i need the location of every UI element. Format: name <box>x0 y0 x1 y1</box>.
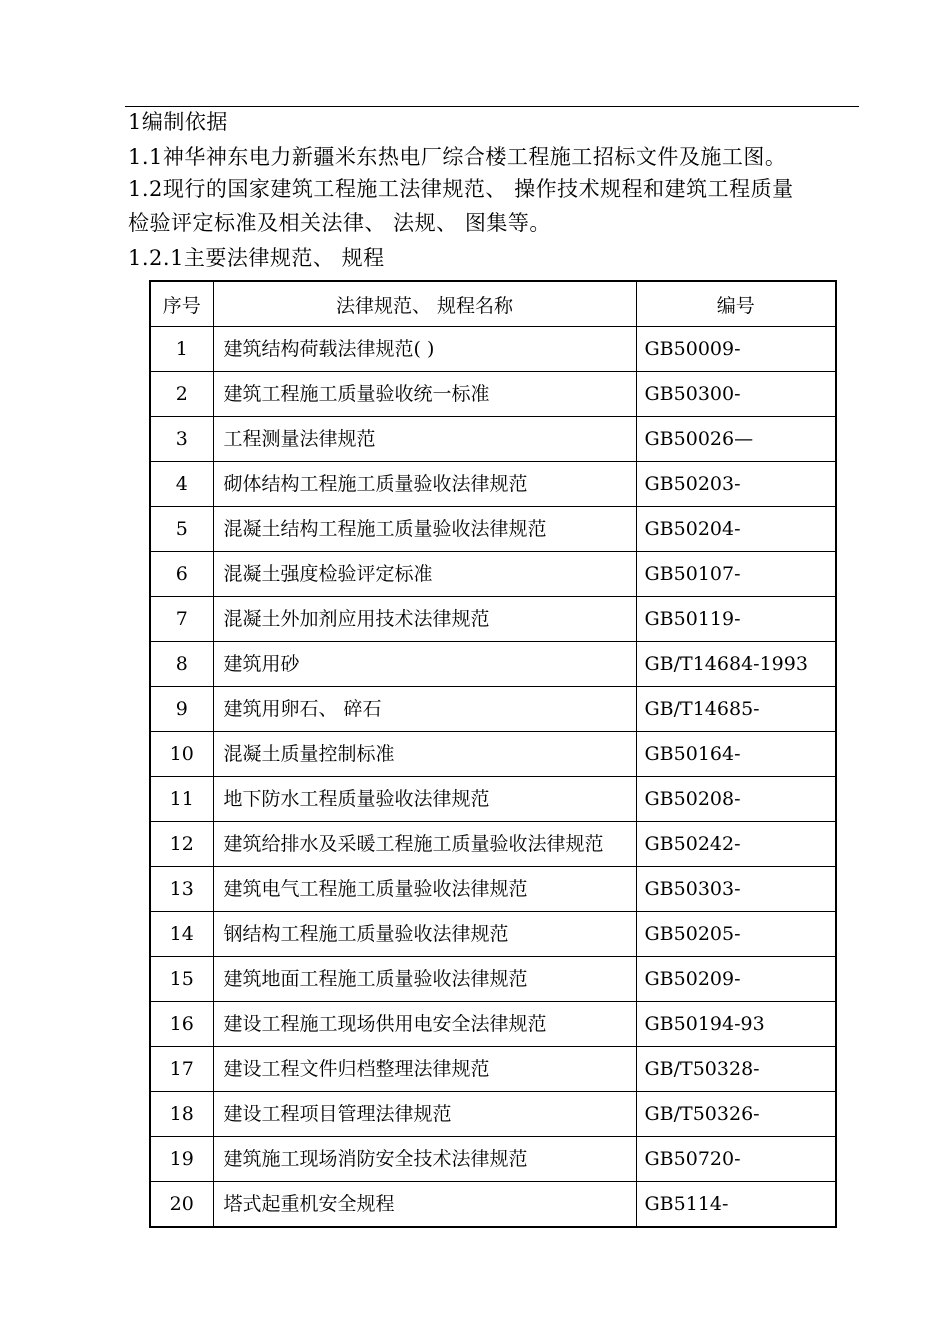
standard-code: GB50300- <box>636 372 836 417</box>
row-number: 13 <box>150 867 213 912</box>
standards-table <box>149 280 837 1228</box>
standard-name: 混凝土强度检验评定标准 <box>213 552 636 597</box>
standard-name: 混凝土结构工程施工质量验收法律规范 <box>213 507 636 552</box>
standard-code: GB50164- <box>636 732 836 777</box>
row-number: 9 <box>150 687 213 732</box>
row-number: 10 <box>150 732 213 777</box>
row-number: 17 <box>150 1047 213 1092</box>
table-row <box>150 417 836 462</box>
standard-name: 建筑用砂 <box>213 642 636 687</box>
standard-code: GB/T50328- <box>636 1047 836 1092</box>
table-row <box>150 1137 836 1182</box>
table-row <box>150 867 836 912</box>
row-number: 14 <box>150 912 213 957</box>
standard-code: GB50194-93 <box>636 1002 836 1047</box>
standard-code: GB50204- <box>636 507 836 552</box>
standard-code: GB50242- <box>636 822 836 867</box>
table-row <box>150 1092 836 1137</box>
row-number: 11 <box>150 777 213 822</box>
standard-name: 建设工程施工现场供用电安全法律规范 <box>213 1002 636 1047</box>
table-header-row <box>150 281 836 327</box>
standard-name: 建筑地面工程施工质量验收法律规范 <box>213 957 636 1002</box>
table-row <box>150 777 836 822</box>
row-number: 2 <box>150 372 213 417</box>
header-code: 编号 <box>636 281 836 327</box>
standard-name: 建筑用卵石、 碎石 <box>213 687 636 732</box>
standard-code: GB/T14685- <box>636 687 836 732</box>
table-row <box>150 1047 836 1092</box>
table-row <box>150 327 836 372</box>
table-row <box>150 687 836 732</box>
table-row <box>150 732 836 777</box>
row-number: 19 <box>150 1137 213 1182</box>
table-row <box>150 912 836 957</box>
row-number: 3 <box>150 417 213 462</box>
standard-code: GB50720- <box>636 1137 836 1182</box>
table-row <box>150 507 836 552</box>
standard-name: 钢结构工程施工质量验收法律规范 <box>213 912 636 957</box>
standard-code: GB50026— <box>636 417 836 462</box>
row-number: 5 <box>150 507 213 552</box>
table-row <box>150 1182 836 1228</box>
standard-code: GB50208- <box>636 777 836 822</box>
row-number: 16 <box>150 1002 213 1047</box>
table-row <box>150 957 836 1002</box>
row-number: 4 <box>150 462 213 507</box>
table-row <box>150 1002 836 1047</box>
section-heading: 1编制依据 <box>128 110 228 134</box>
paragraph-1-2-line2: 检验评定标准及相关法律、 法规、 图集等。 <box>128 211 551 235</box>
standard-code: GB50303- <box>636 867 836 912</box>
standard-name: 建筑工程施工质量验收统一标准 <box>213 372 636 417</box>
standard-code: GB5114- <box>636 1182 836 1228</box>
paragraph-1-2-1: 1.2.1主要法律规范、 规程 <box>128 246 385 270</box>
standard-name: 建设工程文件归档整理法律规范 <box>213 1047 636 1092</box>
standard-code: GB50119- <box>636 597 836 642</box>
standard-code: GB50205- <box>636 912 836 957</box>
standard-name: 建筑给排水及采暖工程施工质量验收法律规范 <box>213 822 636 867</box>
standard-name: 工程测量法律规范 <box>213 417 636 462</box>
table-row <box>150 822 836 867</box>
standard-code: GB50009- <box>636 327 836 372</box>
paragraph-1-1: 1.1神华神东电力新疆米东热电厂综合楼工程施工招标文件及施工图。 <box>128 145 787 169</box>
table-row <box>150 372 836 417</box>
header-no: 序号 <box>150 281 213 327</box>
table-row <box>150 597 836 642</box>
row-number: 1 <box>150 327 213 372</box>
paragraph-1-2-line1: 1.2现行的国家建筑工程施工法律规范、 操作技术规程和建筑工程质量 <box>128 177 794 201</box>
table-row <box>150 642 836 687</box>
row-number: 15 <box>150 957 213 1002</box>
header-name: 法律规范、 规程名称 <box>213 281 636 327</box>
table-row <box>150 552 836 597</box>
standard-code: GB/T14684-1993 <box>636 642 836 687</box>
row-number: 12 <box>150 822 213 867</box>
standard-name: 混凝土质量控制标准 <box>213 732 636 777</box>
standard-name: 砌体结构工程施工质量验收法律规范 <box>213 462 636 507</box>
standard-code: GB50107- <box>636 552 836 597</box>
standard-name: 建设工程项目管理法律规范 <box>213 1092 636 1137</box>
row-number: 20 <box>150 1182 213 1228</box>
row-number: 7 <box>150 597 213 642</box>
row-number: 6 <box>150 552 213 597</box>
standard-code: GB50203- <box>636 462 836 507</box>
standard-name: 混凝土外加剂应用技术法律规范 <box>213 597 636 642</box>
standard-name: 建筑电气工程施工质量验收法律规范 <box>213 867 636 912</box>
header-rule <box>125 106 859 107</box>
row-number: 18 <box>150 1092 213 1137</box>
table-row <box>150 462 836 507</box>
standard-code: GB50209- <box>636 957 836 1002</box>
row-number: 8 <box>150 642 213 687</box>
standard-name: 塔式起重机安全规程 <box>213 1182 636 1228</box>
standard-name: 建筑施工现场消防安全技术法律规范 <box>213 1137 636 1182</box>
standard-name: 建筑结构荷载法律规范( ) <box>213 327 636 372</box>
standard-name: 地下防水工程质量验收法律规范 <box>213 777 636 822</box>
standard-code: GB/T50326- <box>636 1092 836 1137</box>
